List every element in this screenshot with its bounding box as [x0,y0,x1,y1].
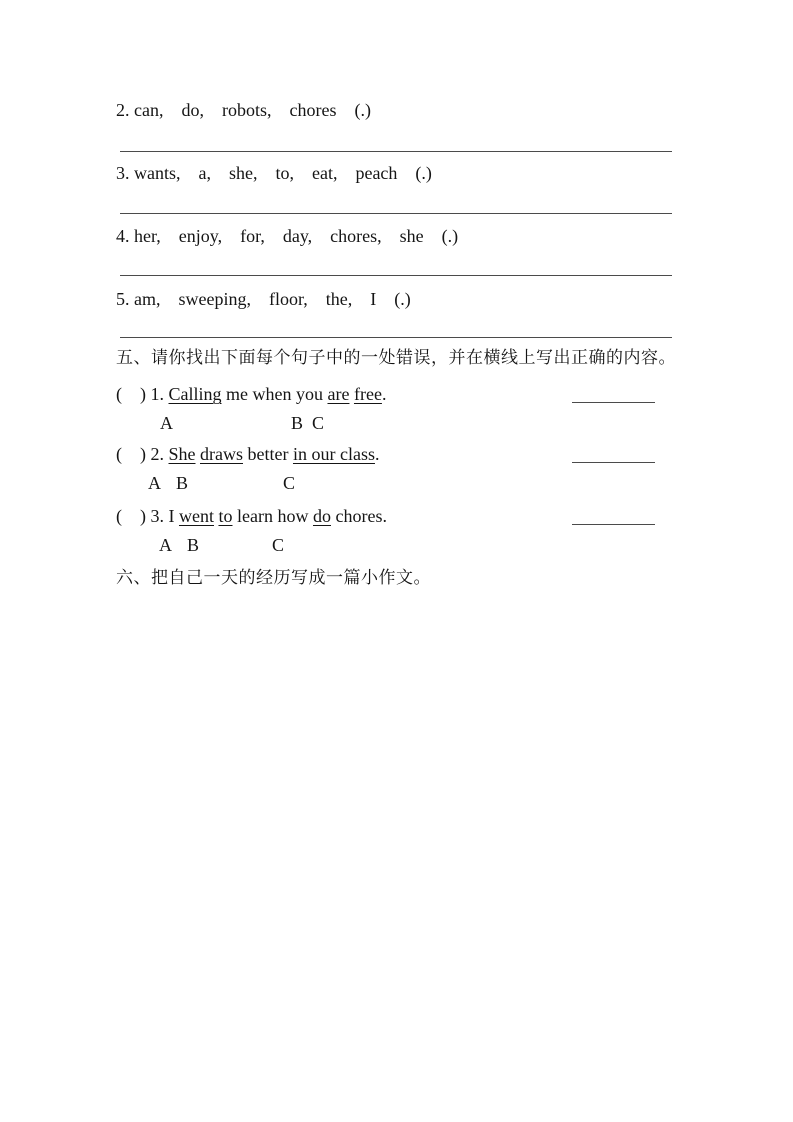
error-sentence-2: ( ) 2. She draws better in our class. [116,444,380,464]
error-3-marker-c: C [272,535,285,555]
unscramble-sentence-5: 5. am, sweeping, floor, the, I (.) [116,289,411,309]
error-2-marker-b: B [176,473,189,493]
unscramble-answer-line-4[interactable] [120,275,672,276]
unscramble-answer-line-3[interactable] [120,213,672,214]
unscramble-answer-line-5[interactable] [120,337,672,338]
correction-blank-1[interactable] [572,402,655,403]
correction-blank-3[interactable] [572,524,655,525]
error-3-marker-b: B [187,535,200,555]
error-2-marker-c: C [283,473,296,493]
section-six-heading: 六、把自己一天的经历写成一篇小作文。 [116,568,431,587]
error-1-marker-b: B [291,413,304,433]
error-sentence-1: ( ) 1. Calling me when you are free. [116,384,387,404]
unscramble-sentence-4: 4. her, enjoy, for, day, chores, she (.) [116,226,459,246]
unscramble-sentence-3: 3. wants, a, she, to, eat, peach (.) [116,163,432,183]
error-2-marker-a: A [148,473,161,493]
correction-blank-2[interactable] [572,462,655,463]
error-1-marker-a: A [160,413,173,433]
error-3-marker-a: A [159,535,172,555]
section-five-heading: 五、请你找出下面每个句子中的一处错误，并在横线上写出正确的内容。 [116,348,676,367]
error-sentence-3: ( ) 3. I went to learn how do chores. [116,506,387,526]
error-1-marker-c: C [312,413,325,433]
unscramble-answer-line-2[interactable] [120,151,672,152]
unscramble-sentence-2: 2. can, do, robots, chores (.) [116,100,371,120]
